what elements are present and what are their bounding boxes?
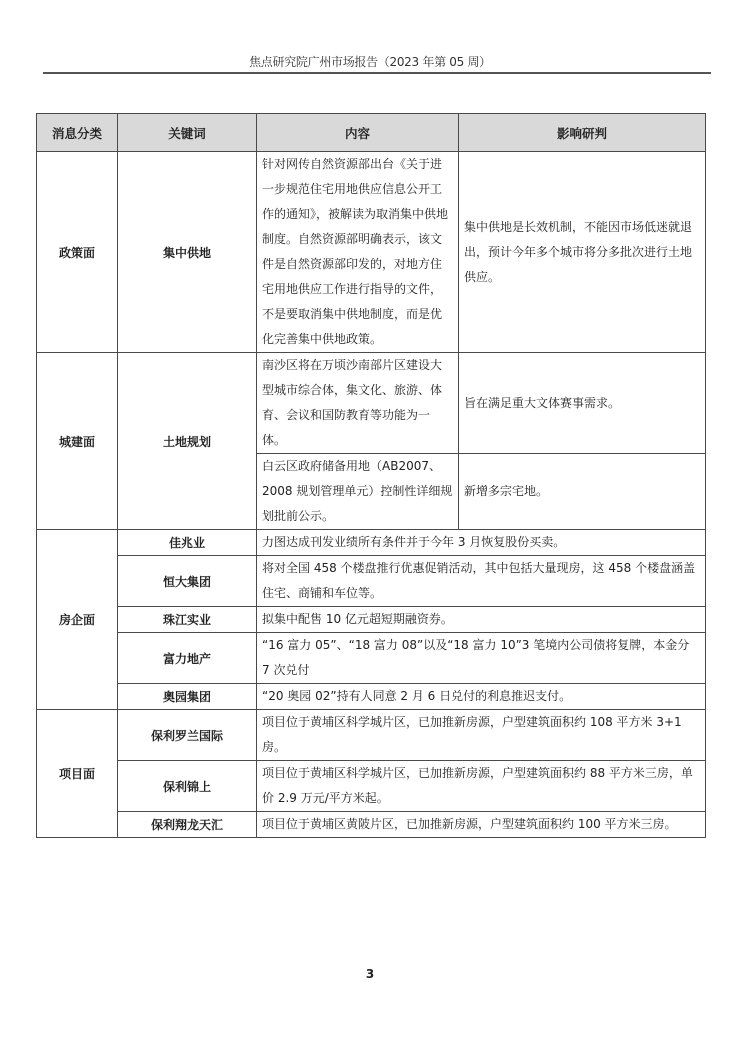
column-header-impact: 影响研判 (459, 114, 706, 152)
keyword-cell: 保利翔龙天汇 (118, 812, 257, 838)
keyword-cell: 集中供地 (118, 152, 257, 353)
table-row (37, 556, 706, 607)
table-row (37, 530, 706, 556)
market-news-table (36, 113, 706, 838)
impact-cell: 新增多宗宅地。 (459, 454, 706, 530)
content-cell: 项目位于黄埔区黄陂片区，已加推新房源，户型建筑面积约 100 平方米三房。 (257, 812, 706, 838)
category-cell: 城建面 (37, 353, 118, 530)
keyword-cell: 保利锦上 (118, 761, 257, 812)
table-row (37, 607, 706, 633)
keyword-cell: 富力地产 (118, 633, 257, 684)
content-cell: “20 奥园 02”持有人同意 2 月 6 日兑付的利息推迟支付。 (257, 684, 706, 710)
category-cell: 项目面 (37, 710, 118, 838)
running-header: 焦点研究院广州市场报告（2023 年第 05 周） (249, 55, 491, 69)
impact-cell: 旨在满足重大文体赛事需求。 (459, 353, 706, 454)
table-row (37, 633, 706, 684)
keyword-cell: 保利罗兰国际 (118, 710, 257, 761)
column-header-category: 消息分类 (37, 114, 118, 152)
impact-cell: 集中供地是长效机制，不能因市场低迷就退出，预计今年多个城市将分多批次进行土地供应。 (459, 152, 706, 353)
content-cell: 项目位于黄埔区科学城片区，已加推新房源，户型建筑面积约 88 平方米三房，单价 2.9 万元/平方米起。 (257, 761, 706, 812)
content-cell: 南沙区将在万顷沙南部片区建设大型城市综合体，集文化、旅游、体育、会议和国防教育等功能为一体。 (257, 353, 459, 454)
table-header-row (37, 114, 706, 152)
column-header-keyword: 关键词 (118, 114, 257, 152)
keyword-cell: 珠江实业 (118, 607, 257, 633)
category-cell: 政策面 (37, 152, 118, 353)
table-row (37, 353, 706, 454)
page-number: 3 (365, 967, 375, 981)
keyword-cell: 奥园集团 (118, 684, 257, 710)
table-row (37, 710, 706, 761)
content-cell: “16 富力 05”、“18 富力 08”以及“18 富力 10”3 笔境内公司债将复牌，本金分 7 次兑付 (257, 633, 706, 684)
category-cell: 房企面 (37, 530, 118, 710)
keyword-cell: 土地规划 (118, 353, 257, 530)
content-cell: 白云区政府储备用地（AB2007、2008 规划管理单元）控制性详细规划批前公示。 (257, 454, 459, 530)
table-row (37, 684, 706, 710)
content-cell: 将对全国 458 个楼盘推行优惠促销活动，其中包括大量现房，这 458 个楼盘涵盖住宅、商铺和车位等。 (257, 556, 706, 607)
table-row (37, 812, 706, 838)
table-row (37, 761, 706, 812)
header-rule (43, 72, 711, 74)
keyword-cell: 恒大集团 (118, 556, 257, 607)
column-header-content: 内容 (257, 114, 459, 152)
table-row (37, 152, 706, 353)
content-cell: 针对网传自然资源部出台《关于进一步规范住宅用地供应信息公开工作的通知》，被解读为取消集中供地制度。自然资源部明确表示，该文件是自然资源部印发的，对地方住宅用地供应工作进行指导的文件，不是要取消集中供地制度，而是优化完善集中供地政策。 (257, 152, 459, 353)
content-cell: 拟集中配售 10 亿元超短期融资券。 (257, 607, 706, 633)
keyword-cell: 佳兆业 (118, 530, 257, 556)
content-cell: 项目位于黄埔区科学城片区，已加推新房源，户型建筑面积约 108 平方米 3+1 房。 (257, 710, 706, 761)
content-cell: 力图达成刊发业绩所有条件并于今年 3 月恢复股份买卖。 (257, 530, 706, 556)
